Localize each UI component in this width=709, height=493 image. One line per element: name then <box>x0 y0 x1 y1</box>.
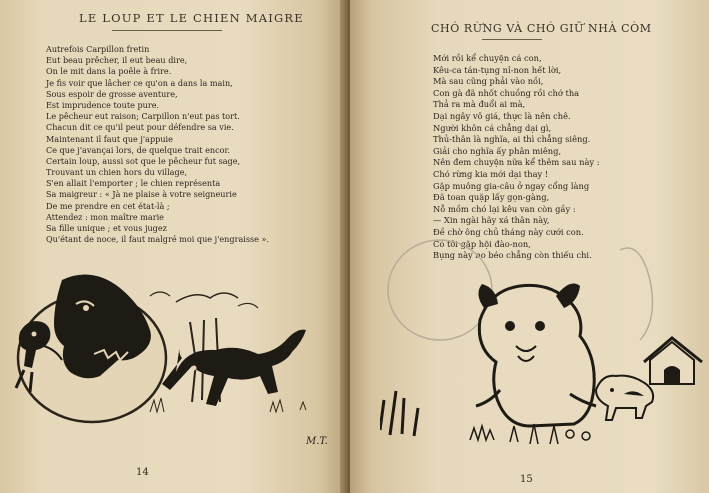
title-underline <box>482 39 542 40</box>
verse-line: Nên đem chuyện nữa kể thêm sau này : <box>433 157 600 168</box>
verse-line: Eut beau prêcher, il eut beau dire, <box>46 55 188 66</box>
verse-line: Sa maigreur : « Jà ne plaise à votre seigneurie <box>46 189 237 200</box>
left-page-title: LE LOUP ET LE CHIEN MAIGRE <box>79 11 304 25</box>
verse-line: Le pêcheur eut raison; Carpillon n'eut pas tort. <box>46 111 240 122</box>
verse-line: Ce que j'avançai lors, de quelque trait encor. <box>46 144 231 155</box>
wolf-and-dog-illustration <box>0 262 345 462</box>
verse-line: Est imprudence toute pure. <box>46 99 160 110</box>
verse-line: Dại ngây vô giá, thực là nên chê. <box>433 110 571 121</box>
verse-line: De me prendre en cet état-là ; <box>46 200 170 211</box>
verse-line: Mà sau cũng phải vào nồi, <box>433 76 544 87</box>
illustrator-signature: M.T. <box>306 436 328 447</box>
verse-line: Nỗ mồm chó lại kêu van còn gầy : <box>433 203 576 214</box>
verse-line: Gặp muông gia-câu ở ngay cổng làng <box>433 180 590 191</box>
verse-line: Thủ-thân là nghĩa, ai thì chẳng siêng. <box>433 134 591 145</box>
verse-line: Autrefois Carpillon fretin <box>46 44 150 54</box>
left-verses <box>46 44 269 245</box>
verse-line: Thả ra mà đuổi ai mà, <box>433 99 526 110</box>
right-page-title: CHÓ RỪNG VÀ CHÓ GIỮ NHÀ CÒM <box>431 22 652 35</box>
jackal-and-dog-illustration <box>380 230 705 462</box>
verse-line: Maintenant il faut que j'appuie <box>46 133 173 144</box>
verse-line: Certain loup, aussi sot que le pêcheur fut sage, <box>46 155 241 166</box>
verse-line: Qu'étant de noce, il faut malgré moi que j'engraisse ». <box>46 234 270 245</box>
verse-line: Chó rừng kia mới dại thay ! <box>433 168 549 179</box>
verse-line: Attendez : mon maître marie <box>46 211 164 222</box>
left-page <box>0 0 346 493</box>
left-page-number: 14 <box>136 467 149 478</box>
verse-line: Giải cho nghĩa ấy phân miêng, <box>433 145 562 156</box>
verse-line: Đã toan quặp lấy gọn-gàng, <box>433 192 550 203</box>
verse-line: S'en allait l'emporter ; le chien représenta <box>46 178 221 189</box>
verse-line: Chacun dit ce qu'il peut pour défendre sa vie. <box>46 122 234 133</box>
verse-line: Bụng này no béo chẳng còn thiếu chi. <box>433 250 592 261</box>
verse-line: Con gà đã nhốt chuồng rồi chớ tha <box>433 87 580 98</box>
verse-line: Mới rồi kể chuyện cá con, <box>433 53 542 63</box>
verse-line: Sous espoir de grosse aventure, <box>46 88 178 99</box>
verse-line: Đề chờ ông chủ tháng này cưới con. <box>433 226 584 237</box>
verse-line: Người khôn cá chẳng dại gì, <box>433 122 552 133</box>
verse-line: Sa fille unique ; et vous jugez <box>46 223 167 233</box>
verse-line: Trouvant un chien hors du village, <box>46 167 188 178</box>
verse-line: Có tôi gặp hội đào-non, <box>433 238 531 249</box>
verse-line: On le mit dans la poêle à frire. <box>46 66 172 77</box>
verse-line: Kêu-ca tán-tụng nỉ-non hết lời, <box>433 64 562 75</box>
title-underline <box>112 30 222 31</box>
verse-line: — Xin ngài hãy xá thân này, <box>433 215 550 226</box>
verse-line: Je fis voir que lâcher ce qu'on a dans la main, <box>46 77 233 88</box>
right-page-number: 15 <box>520 474 533 485</box>
